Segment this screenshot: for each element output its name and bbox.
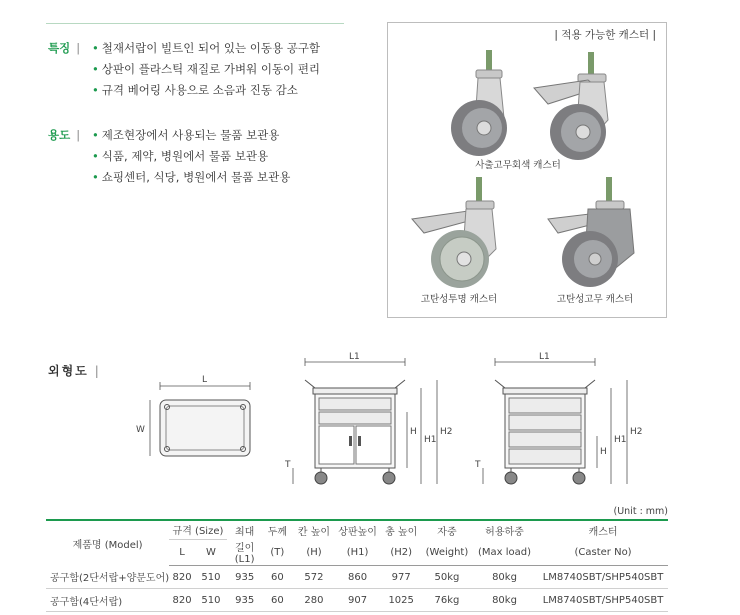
list-item: • 제조현장에서 사용되는 물품 보관용 [92, 128, 280, 142]
top-divider [46, 23, 344, 24]
cell-caster: LM8740SBT/SHP540SBT [538, 566, 668, 589]
outline-title: 외형도 | [48, 364, 101, 378]
dim-h1: H1 [614, 435, 627, 445]
header-size-w: W [195, 539, 227, 566]
header-total-height-sub: (H2) [379, 539, 423, 566]
header-max-load: 허용하중 [485, 526, 524, 538]
dim-h: H [410, 427, 417, 437]
cell-h: 572 [292, 566, 336, 589]
cell-h2: 977 [379, 566, 423, 589]
dim-h1: H1 [424, 435, 437, 445]
dim-h2: H2 [440, 427, 453, 437]
cell-w: 510 [195, 566, 227, 589]
clear-elastic-caster-image [410, 173, 510, 293]
dim-h2: H2 [630, 427, 643, 437]
list-item: • 쇼핑센터, 식당, 병원에서 물품 보관용 [92, 170, 291, 184]
top-view-drawing [130, 370, 260, 465]
cell-l: 820 [169, 589, 195, 612]
dim-t: T [285, 460, 291, 470]
front-view-drawer-cart [475, 352, 650, 492]
header-max-load-sub: (Max load) [471, 539, 538, 566]
cell-model: 공구함(2단서랍+양문도어) [46, 566, 169, 589]
header-weight: 자중 [437, 526, 457, 538]
cell-l1: 935 [227, 589, 263, 612]
list-item: • 철재서랍이 빌트인 되어 있는 이동용 공구함 [92, 41, 321, 55]
uses-list [92, 125, 290, 188]
spec-table [46, 519, 668, 612]
list-item: • 식품, 제약, 병원에서 물품 보관용 [92, 149, 269, 163]
cell-model: 공구함(4단서랍) [46, 589, 169, 612]
caster-caption: 고탄성고무 캐스터 [556, 294, 634, 305]
dim-l: L [202, 375, 208, 385]
header-total-height: 총 높이 [385, 526, 418, 538]
caster-caption: 사출고무회색 캐스터 [475, 160, 561, 171]
caster-panel-title: | 적용 가능한 캐스터 | [554, 29, 656, 41]
caster-caption: 고탄성투명 캐스터 [420, 294, 498, 305]
header-caster-sub: (Caster No) [538, 539, 668, 566]
cell-caster: LM8740SBT/SHP540SBT [538, 589, 668, 612]
header-top-height-sub: (H1) [336, 539, 380, 566]
header-caster: 캐스터 [588, 526, 618, 538]
cell-l: 820 [169, 566, 195, 589]
header-max-length-sub: 길이(L1) [227, 539, 263, 566]
caster-panel [387, 22, 667, 318]
header-compartment-sub: (H) [292, 539, 336, 566]
cell-load: 80kg [471, 589, 538, 612]
header-size: 규격 (Size) [172, 526, 224, 538]
features-label: 특징 | [48, 41, 81, 55]
cell-w: 510 [195, 589, 227, 612]
cell-t: 60 [263, 566, 293, 589]
dim-l1: L1 [349, 352, 360, 362]
header-top-height: 상판높이 [338, 526, 377, 538]
cell-h2: 1025 [379, 589, 423, 612]
list-item: • 상판이 플라스틱 재질로 가벼워 이동이 편리 [92, 62, 321, 76]
cell-l1: 935 [227, 566, 263, 589]
unit-label: (Unit : mm) [613, 506, 668, 517]
cell-h: 280 [292, 589, 336, 612]
dim-t: T [475, 460, 481, 470]
dim-w: W [136, 425, 145, 435]
header-compartment: 칸 높이 [297, 526, 331, 538]
cell-h1: 907 [336, 589, 380, 612]
table-row [46, 589, 668, 612]
dim-h: H [600, 447, 607, 457]
header-size-l: L [169, 539, 195, 566]
header-thickness-sub: (T) [263, 539, 293, 566]
elastic-rubber-caster-image [546, 173, 646, 293]
cell-h1: 860 [336, 566, 380, 589]
cell-t: 60 [263, 589, 293, 612]
cell-weight: 50kg [423, 566, 471, 589]
features-list [92, 38, 320, 101]
front-view-door-cart [285, 352, 460, 492]
dim-l1: L1 [539, 352, 550, 362]
cell-weight: 76kg [423, 589, 471, 612]
header-model: 제품명 (Model) [72, 539, 143, 551]
cell-load: 80kg [471, 566, 538, 589]
list-item: • 규격 베어링 사용으로 소음과 진동 감소 [92, 83, 298, 97]
uses-label: 용도 | [48, 128, 81, 142]
header-max-length: 최대 [234, 526, 255, 538]
gray-rubber-brake-caster-image [528, 48, 638, 168]
gray-rubber-caster-image [446, 48, 516, 168]
table-row [46, 566, 668, 589]
header-weight-sub: (Weight) [423, 539, 471, 566]
header-thickness: 두께 [267, 526, 288, 538]
